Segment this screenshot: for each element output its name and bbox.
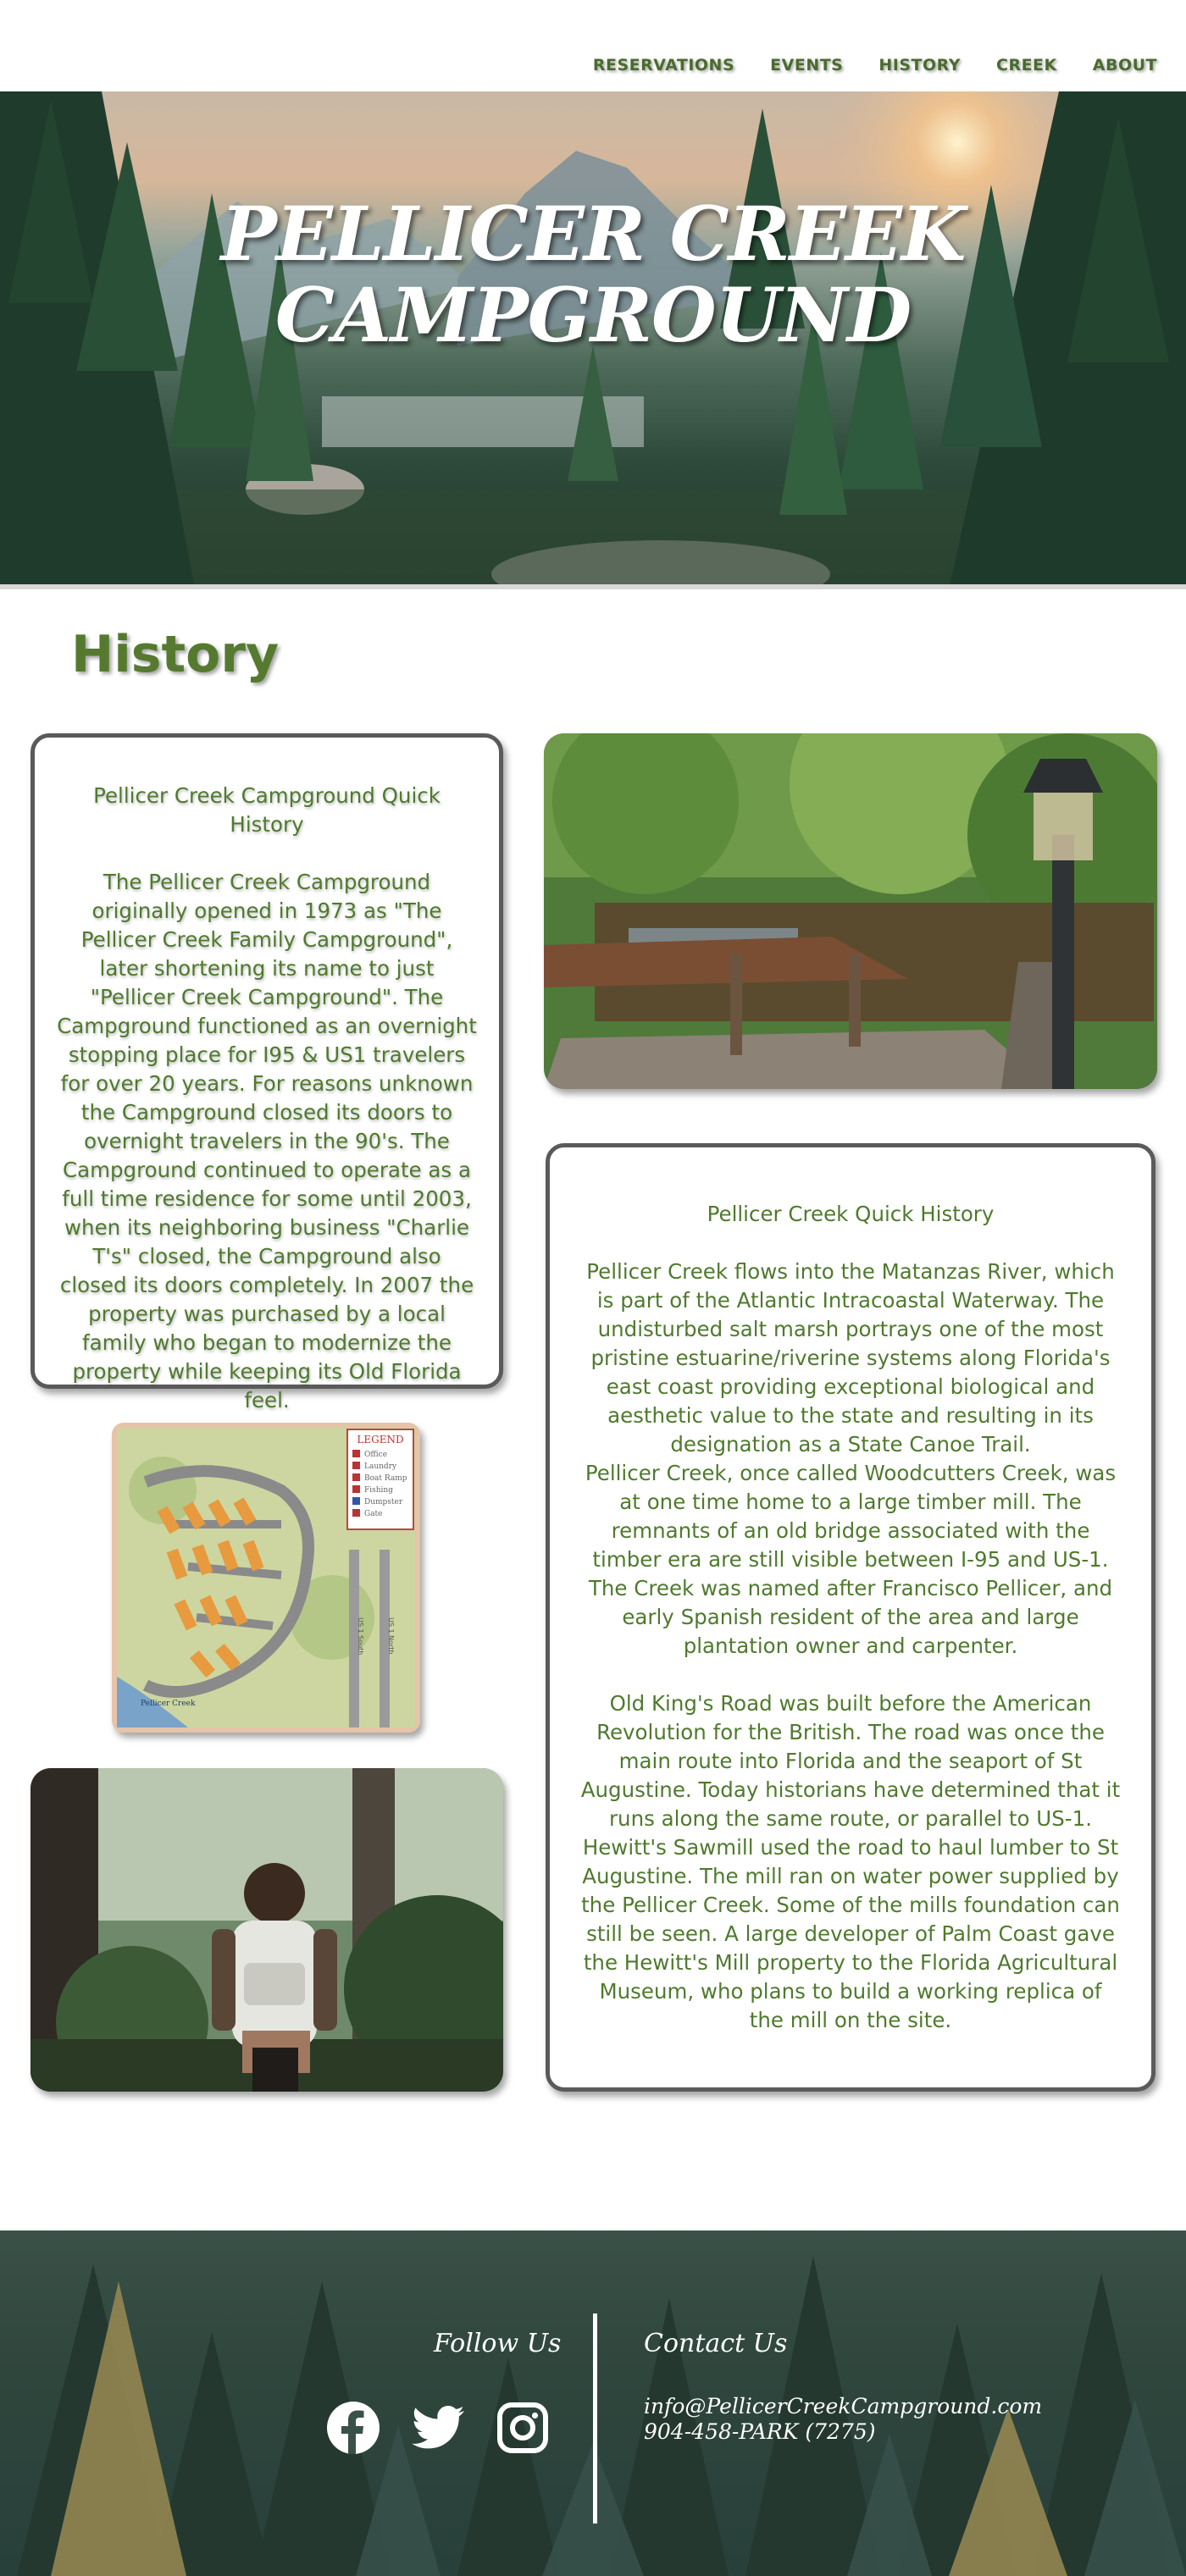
map-legend-item: Boat Ramp [364, 1474, 407, 1483]
map-creek-label: Pellicer Creek [141, 1700, 196, 1708]
nav-reservations[interactable]: RESERVATIONS [592, 56, 735, 75]
map-road-label-1: US 1 South [357, 1617, 364, 1656]
campground-map [112, 1423, 420, 1733]
map-legend-item: Laundry [364, 1462, 397, 1471]
creek-history-title: Pellicer Creek Quick History [707, 1202, 995, 1226]
campground-history-title: Pellicer Creek Campground Quick History [93, 783, 441, 837]
contact-phone[interactable]: 904-458-PARK (7275) [644, 2419, 876, 2444]
campground-history-body: The Pellicer Creek Campground originally opened in 1973 as "The Pellicer Creek Family Campground", later shortening its name to just "Pellicer Creek Campground". The Campground functioned as an overnight stopping place for I95 & US1 travelers for over 20 years. For reasons unknown the Campground closed its doors to overnight travelers in the 90's. The Campground continued to operate as a full time residence for some until 2003, when its neighboring business "Charlie T's" closed, the Campground also closed its doors completely. In 2007 the property was purchased by a local family who began to modernize the property while keeping its Old Florida feel. [57, 870, 477, 1412]
nav-about[interactable]: ABOUT [1092, 56, 1157, 75]
twitter-icon[interactable] [410, 2400, 466, 2456]
creek-history-paragraph-2: Pellicer Creek, once called Woodcutters Creek, was at one time home to a large timber mill. The remnants of an old bridge associated with the timber era are still visible between I-95 and US-1. The Creek was named after Francisco Pellicer, and early Spanish resident of the area and large plantation owner and carpenter. [585, 1461, 1117, 1658]
creek-history-paragraph-1: Pellicer Creek flows into the Matanzas River, which is part of the Atlantic Intracoastal Waterway. The undisturbed salt marsh portrays one of the most pristine estuarine/riverine systems along Florida's east coast providing exceptional biological and aesthetic value to the state and resulting in its designation as a State Canoe Trail. [586, 1259, 1115, 1457]
facebook-icon[interactable] [325, 2400, 381, 2456]
follow-us-heading: Follow Us [434, 2329, 562, 2358]
hero-banner [0, 91, 1186, 589]
instagram-icon[interactable] [495, 2400, 551, 2456]
contact-email[interactable]: info@PellicerCreekCampground.com [644, 2394, 1043, 2418]
hero-title-line2: CAMPGROUND [274, 271, 912, 359]
map-legend-item: Office [364, 1451, 388, 1459]
creek-history-paragraph-3: Old King's Road was built before the American Revolution for the British. The road was once the main route into Florida and the seaport of St Augustine. Today historians have determined that it runs along the same route, or parallel to US-1. Hewitt's Sawmill used the road to haul lumber to St Augustine. The mill ran on water power supplied by the Pellicer Creek. Some of the mills foundation can still be seen. A large developer of Palm Coast gave the Hewitt's Mill property to the Florida Agricultural Museum, who plans to build a working replica of the mill on the site. [580, 1691, 1121, 2032]
map-road-label-2: US 1 North [387, 1617, 395, 1655]
map-legend-title: LEGEND [357, 1434, 404, 1446]
hiker-photo [30, 1768, 503, 2092]
map-legend-item: Fishing [364, 1486, 393, 1495]
hero-title [0, 190, 1186, 359]
page-title: History [71, 625, 280, 684]
nav-history[interactable]: HISTORY [878, 56, 961, 75]
contact-us-heading: Contact Us [644, 2329, 788, 2358]
dock-photo [544, 733, 1157, 1089]
footer [0, 2231, 1186, 2576]
nav-links [593, 56, 1157, 75]
hero-title-line1: PELLICER CREEK [220, 190, 966, 278]
map-legend-item: Dumpster [364, 1498, 403, 1506]
top-nav [0, 0, 1186, 91]
nav-creek[interactable]: CREEK [996, 56, 1057, 75]
campground-history-card [30, 733, 503, 1412]
footer-divider [593, 2313, 597, 2523]
creek-history-card [546, 1143, 1156, 2092]
map-legend-item: Gate [364, 1510, 383, 1518]
nav-events[interactable]: EVENTS [770, 56, 844, 75]
